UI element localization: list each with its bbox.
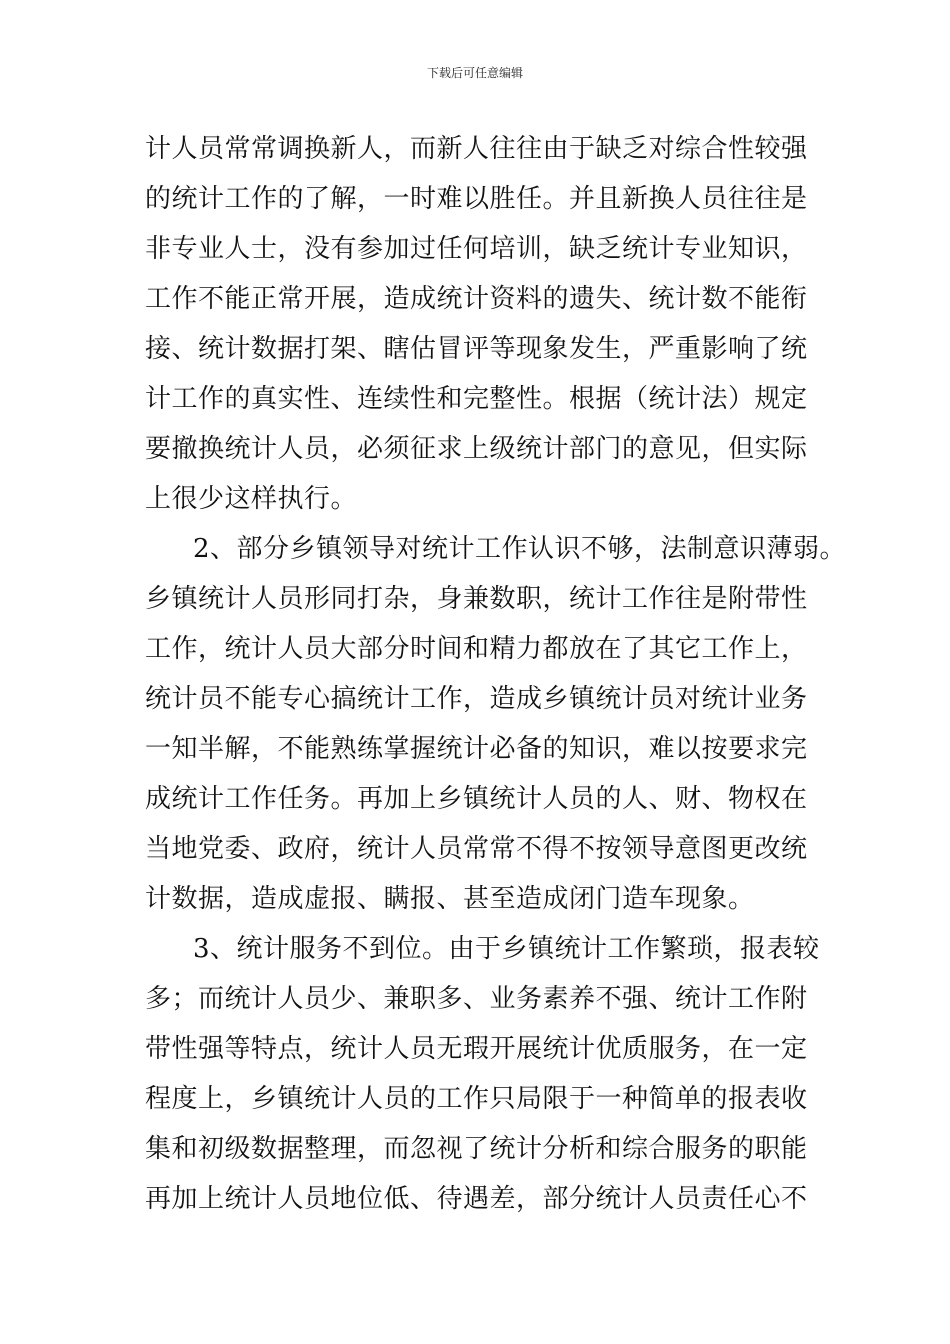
paragraph-line: 程度上，乡镇统计人员的工作只局限于一种简单的报表收: [145, 1084, 808, 1114]
paragraph-line: 当地党委、政府，统计人员常常不得不按领导意图更改统: [145, 834, 808, 864]
page-header-note: 下载后可任意编辑: [426, 66, 523, 80]
paragraph-line: 工作不能正常开展，造成统计资料的遗失、统计数不能衔: [145, 284, 808, 314]
paragraph-line: 的统计工作的了解，一时难以胜任。并且新换人员往往是: [145, 184, 808, 214]
paragraph-line: 工作，统计人员大部分时间和精力都放在了其它工作上，: [145, 634, 808, 664]
paragraph-line: 带性强等特点，统计人员无瑕开展统计优质服务，在一定: [145, 1034, 808, 1064]
paragraph-2: [145, 524, 847, 924]
paragraph-line: 2、部分乡镇领导对统计工作认识不够，法制意识薄弱。: [193, 534, 847, 564]
paragraph-line: 多；而统计人员少、兼职多、业务素养不强、统计工作附: [145, 984, 808, 1014]
paragraph-3: [145, 924, 835, 1224]
paragraph-line: 非专业人士，没有参加过任何培训，缺乏统计专业知识，: [145, 234, 808, 264]
paragraph-line: 接、统计数据打架、瞎估冒评等现象发生，严重影响了统: [145, 334, 808, 364]
paragraph-line: 一知半解，不能熟练掌握统计必备的知识，难以按要求完: [145, 734, 808, 764]
paragraph-line: 计人员常常调换新人，而新人往往由于缺乏对综合性较强: [145, 134, 808, 164]
paragraph-line: 要撤换统计人员，必须征求上级统计部门的意见，但实际: [145, 434, 808, 464]
paragraph-line: 3、统计服务不到位。由于乡镇统计工作繁琐，报表较: [193, 934, 820, 964]
paragraph-line: 成统计工作任务。再加上乡镇统计人员的人、财、物权在: [145, 784, 808, 814]
paragraph-line: 上很少这样执行。: [145, 484, 358, 514]
paragraph-line: 计工作的真实性、连续性和完整性。根据（统计法）规定: [145, 384, 808, 414]
paragraph-line: 计数据，造成虚报、瞒报、甚至造成闭门造车现象。: [145, 884, 755, 914]
paragraph-line: 统计员不能专心搞统计工作，造成乡镇统计员对统计业务: [145, 684, 808, 714]
paragraph-1: [145, 124, 835, 524]
paragraph-line: 再加上统计人员地位低、待遇差，部分统计人员责任心不: [145, 1184, 808, 1214]
paragraph-line: 乡镇统计人员形同打杂，身兼数职，统计工作往是附带性: [145, 584, 808, 614]
paragraph-line: 集和初级数据整理，而忽视了统计分析和综合服务的职能: [145, 1134, 808, 1164]
document-body: [145, 124, 847, 1224]
